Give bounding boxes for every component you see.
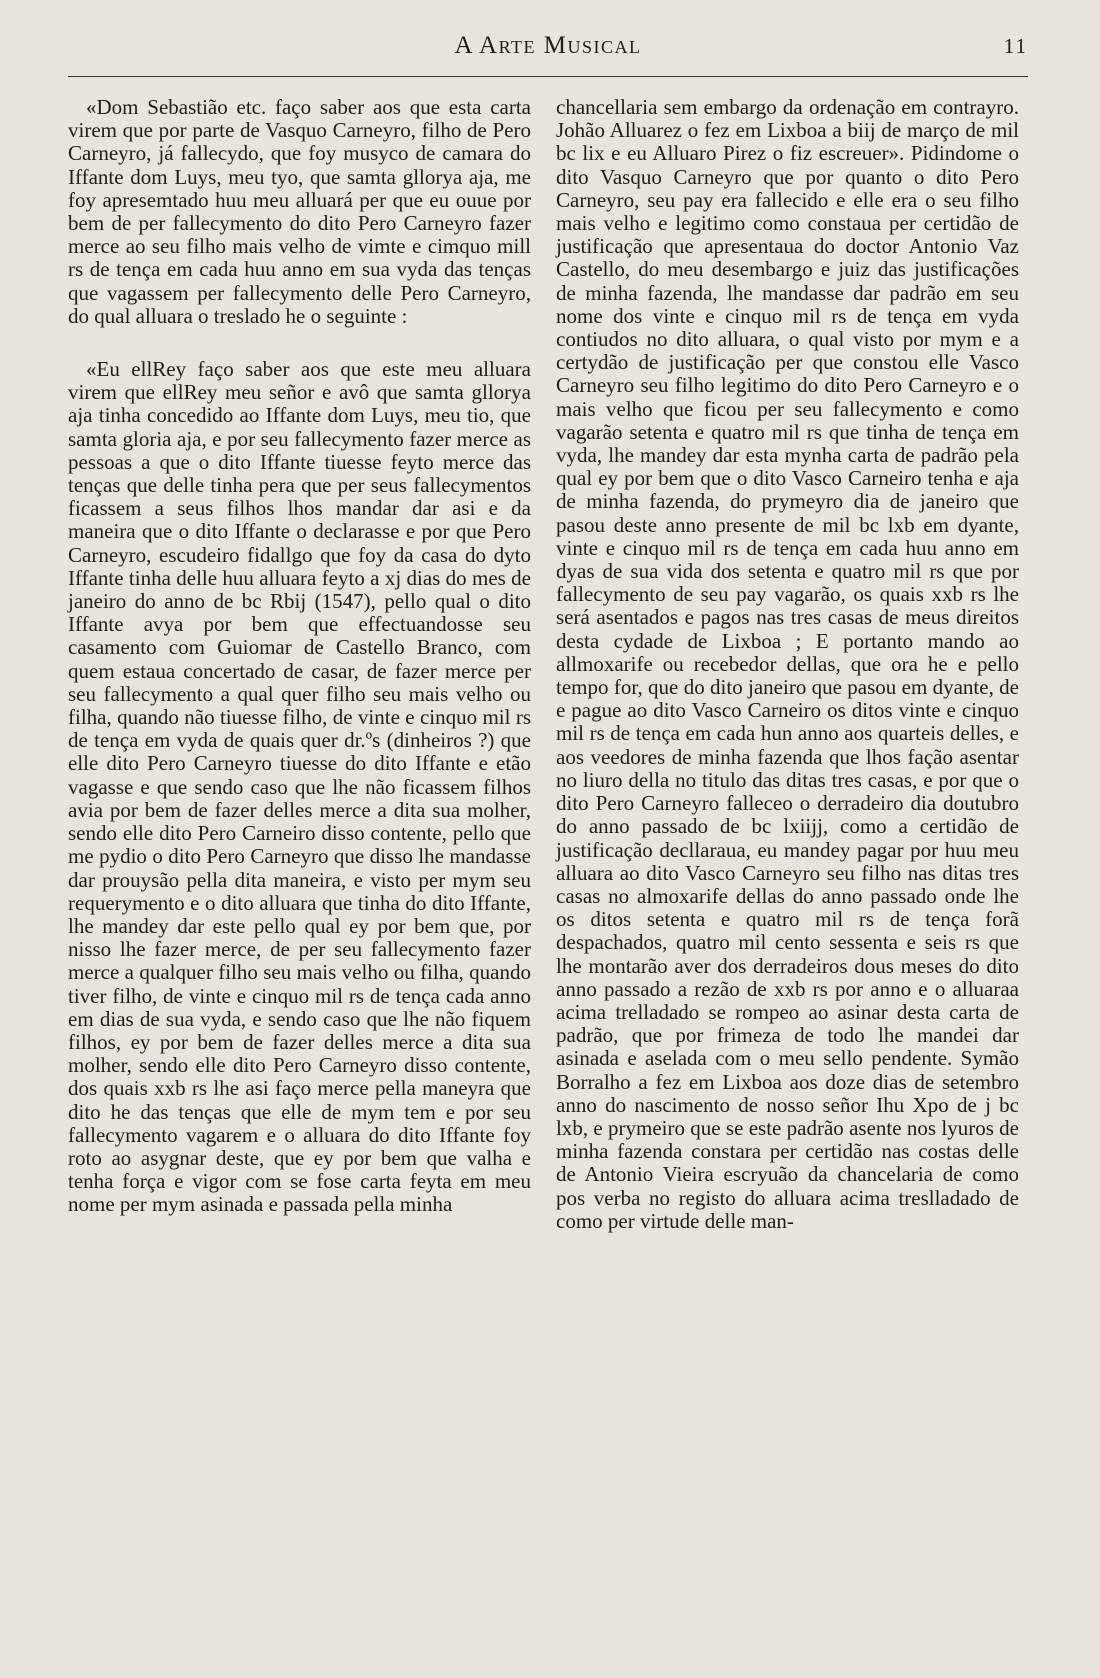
paragraph-alvara-text: «Eu ellRey faço saber aos que este meu alluara virem que ellRey meu señor e avô que samta gllorya aja tinha concedido ao Iffante dom Luys, meu tio, que samta gloria aja, e por seu fallecymento fazer merce as pessoas a que o dito Iffante tiuesse feyto merce das tenças que delle tinha pera que per seus fallecymentos ficassem a seus filhos lhos mandar dar asi e da maneira que o dito Iffante o declarasse e por que Pero Carneyro, escudeiro fidallgo que foy da casa do dyto Iffante tinha delle huu alluara feyto a xj dias do mes de janeiro do anno de bc Rbij (1547), pello qual o dito Iffante avya por bem que effectuandosse seu casamento com Guiomar de Castello Branco, com quem estaua concertado de casar, de fazer merce per seu fallecymento a qual quer filho seu mais velho ou filha, quando não tiuesse filho, de vinte e cinquo mil rs de tença em vyda de quais quer dr.ºs (dinheiros ?) que elle dito Pero Carneyro tiuesse do dito Iffante e etão vagasse e que sendo caso que lhe não ficassem filhos avia por bem de fazer delles merce a dita sua molher, sendo elle dito Pero Carneiro disso contente, pello que me pydio o dito Pero Carneyro que disso lhe mandasse dar prouysão pella dita maneira, e visto per mym seu requerymento e o dito alluara que tinha do dito Iffante, lhe mandey dar este pello qual ey por bem que, por nisso lhe fazer merce, de per seu fallecymento fazer merce a qualquer filho seu mais velho ou filha, quando tiver filho, de vinte e cinquo mil rs de tença cada anno em dias de sua vyda, e sendo caso que lhe não fiquem filhos, ey por bem de fazer delles merce a dita sua molher, sendo elle dito Pero Carneyro disso contente, dos quais xxb rs lhe asi faço merce pella maneyra que dito he das tenças que elle de mym tem e por seu fallecymento vagarem e o alluara do dito Iffante foy roto ao asygnar deste, que ey por bem que valha e tenha força e vigor com se fose carta feyta em meu nome per mym asinada e passada pella minha bbox=[68, 357, 531, 1217]
paragraph-royal-letter-opening: «Dom Sebastião etc. faço saber aos que esta carta virem que por parte de Vasquo Carneyro, filho de Pero Carneyro, já fallecydo, que foy musyco de camara do Iffante dom Luys, meu tyo, que samta gllorya aja, me foy apresemtado huu meu alluará per que eu ouue por bem de per fallecymento do dito Pero Carneyro fazer merce ao seu filho mais velho de vimte e cimquo mill rs de tença em cada huu anno em sua vyda das tenças que vagassem per fallecymento delle Pero Carneyro, do qual alluara o treslado he o seguinte : bbox=[68, 95, 531, 328]
running-title: A Arte Musical bbox=[454, 32, 642, 59]
paragraph-continuation: chancellaria sem embargo da ordenação em contrayro. Johão Alluarez o fez em Lixboa a biij de março de mil bc lix e eu Alluaro Pirez o fiz escreuer». Pidindome o dito Vasquo Carneyro que por quanto o dito Pero Carneyro, seu pay era fallecido e elle era o seu filho mais velho e legitimo como constaua per certidão de justificação que apresentaua do doctor Antonio Vaz Castello, do meu desembargo e juiz das justificações de minha fazenda, lhe mandasse dar padrão em seu nome dos vinte e cinquo mil rs de tença em vyda contiudos no dito alluara, o qual visto por mym e a certydão de justificação per que constou elle Vasco Carneyro seu filho legitimo do dito Pero Carneyro e o mais velho que ficou per seu fallecymento e como vagarão setenta e quatro mil rs que tinha de tença em vyda, lhe mandey dar esta mynha carta de padrão pela qual ey por bem que o dito Vasco Carneiro tenha e aja de minha fazenda, do prymeyro dia de janeiro que pasou deste anno presente de mil bc lxb em dyante, vinte e cinquo mil rs de tença em cada huu anno em dyas de sua vida dos setenta e quatro mil rs que por fallecymento de seu pay vagarão, os quais xxb rs lhe será asentados e pagos nas tres casas de meus direitos desta cydade de Lixboa ; E portanto mando ao allmoxarife ou recebedor dellas, que ora he e pello tempo for, que do dito janeiro que pasou em dyante, de e pague ao dito Vasco Carneiro os ditos vinte e cinquo mil rs de tença em cada hun anno aos quarteis delles, e aos veedores de minha fazenda que lhos fação asentar no liuro della no titulo das ditas tres casas, e por que o dito Pero Carneyro falleceo o derradeiro dia doutubro do anno passado de bc lxiijj, como a certidão de justificação decllaraua, eu mandey pagar por huu meu alluara ao dito Vasco Carneyro seu filho nas ditas tres casas no almoxarife dellas do anno passado onde lhe os ditos setenta e quatro mil rs de tença forã despachados, quatro mil cento sessenta e seis rs que lhe montarão aver dos derradeiros dous meses do dito anno passado a rezão de xxb rs por anno e o alluaraa acima trelladado se rompeo ao asinar desta carta de padrão, que por frimeza de todo lhe mandei dar asinada e aselada com o meu sello pendente. Symão Borralho a fez em Lixboa aos doze dias de setembro anno do nascimento de nosso señor Ihu Xpo de j bc lxb, e prymeiro que se este padrão asente nos lyuros de minha fazenda constara per certidão nas costas delle de Antonio Vieira escryuão da chancelaria de como pos verba no registo do alluara acima treslladado de como per virtude delle man- bbox=[556, 95, 1019, 1233]
left-column bbox=[68, 96, 531, 1217]
header-rule bbox=[68, 76, 1028, 77]
page-header bbox=[68, 28, 1028, 68]
page-number: 11 bbox=[1003, 34, 1028, 58]
right-column bbox=[556, 96, 1019, 1233]
